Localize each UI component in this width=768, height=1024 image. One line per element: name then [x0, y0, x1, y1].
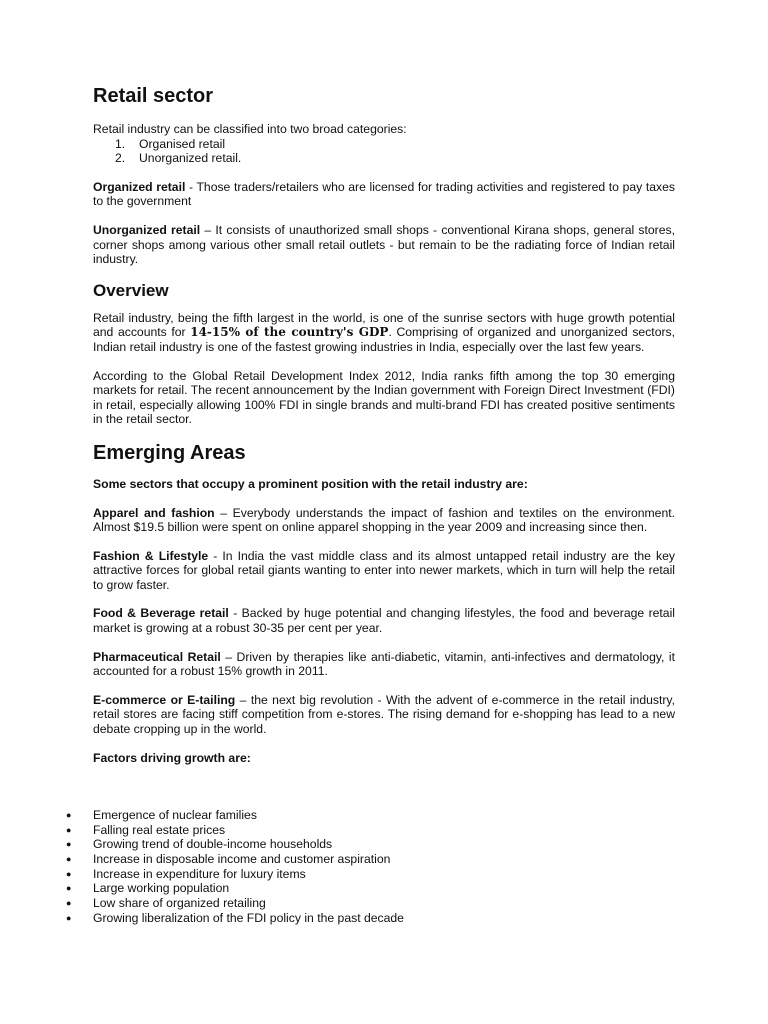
bullet-icon: ●: [66, 810, 72, 820]
list-item: 2. Unorganized retail.: [115, 151, 242, 166]
category-list: [93, 137, 675, 166]
bullet-icon: ●: [66, 883, 72, 894]
emerging-subhead: Some sectors that occupy a prominent position with the retail industry are:: [93, 476, 528, 491]
bullet-icon: ●: [66, 824, 72, 835]
list-item: ● Emergence of nuclear families: [66, 808, 257, 822]
sector-pharmaceutical: Pharmaceutical Retail – Driven by therapies like anti-diabetic, vitamin, anti-infectives and dermatology, it accounted for a robust 15% growth in 2011.: [93, 649, 676, 679]
list-item: ● Growing trend of double-income households: [66, 837, 333, 852]
list-item: ● Falling real estate prices: [66, 822, 226, 837]
list-item: ● Increase in expenditure for luxury items: [66, 866, 306, 881]
bullet-icon: ●: [66, 854, 72, 865]
list-item: ● Large working population: [66, 881, 230, 896]
list-item: 1. Organised retail: [115, 136, 226, 151]
sector-food-beverage: Food & Beverage retail - Backed by huge potential and changing lifestyles, the food and beverage retail market is growing at a robust 30-35 per cent per year.: [93, 606, 676, 636]
emerging-areas-heading: Emerging Areas: [93, 441, 246, 464]
page-title: Retail sector: [93, 85, 214, 107]
overview-heading: Overview: [93, 280, 169, 300]
organized-retail-paragraph: Organized retail - Those traders/retailers who are licensed for trading activities and registered to pay taxes to the government: [93, 179, 675, 209]
factors-heading: Factors driving growth are:: [93, 750, 251, 765]
overview-paragraph-2: According to the Global Retail Development Index 2012, India ranks fifth among the top 30 emerging markets for retail. The recent announcement by the Indian government with Foreign Direct Investment (FDI) in retail, especially allowing 100% FDI in single brands and multi-brand FDI has created positive sentiments in the retail sector.: [93, 368, 675, 427]
document-body: [93, 84, 675, 785]
list-item: ● Increase in disposable income and customer aspiration: [66, 852, 391, 867]
bullet-icon: ●: [66, 839, 72, 850]
bullet-icon: ●: [66, 898, 72, 909]
sector-apparel: Apparel and fashion – Everybody understands the impact of fashion and textiles on the environment. Almost $19.5 billion were spent on online apparel shopping in the year 2009 and increasing since then.: [93, 505, 676, 535]
overview-paragraph-1: Retail industry, being the fifth largest in the world, is one of the sunrise sectors with huge growth potential and accounts for 14-15% of the country's GDP. Comprising of organized and unorganized sectors, Indian retail industry is one of the fastest growing industries in India, especially over the last few years.: [93, 310, 676, 354]
unorganized-retail-paragraph: Unorganized retail – It consists of unauthorized small shops - conventional Kirana shops, general stores, corner shops among various other small retail outlets - but remain to be the radiating force of Indian retail industry.: [93, 222, 675, 267]
list-item: ● Low share of organized retailing: [66, 896, 266, 911]
sector-fashion-lifestyle: Fashion & Lifestyle - In India the vast middle class and its almost untapped retail industry are the key attractive forces for global retail giants wanting to enter into newer markets, which in turn will help the retail to grow faster.: [93, 548, 675, 592]
factors-list: [0, 808, 768, 926]
bullet-icon: ●: [66, 868, 72, 879]
bullet-icon: ●: [66, 912, 72, 923]
list-item: ● Growing liberalization of the FDI policy in the past decade: [66, 910, 404, 925]
intro-text: Retail industry can be classified into two broad categories:: [93, 122, 407, 136]
sector-ecommerce: E-commerce or E-tailing – the next big revolution - With the advent of e-commerce in the retail industry, retail stores are facing stiff competition from e-stores. The rising demand for e-shopping has lead to a new debate cropping up in the world.: [93, 692, 675, 737]
